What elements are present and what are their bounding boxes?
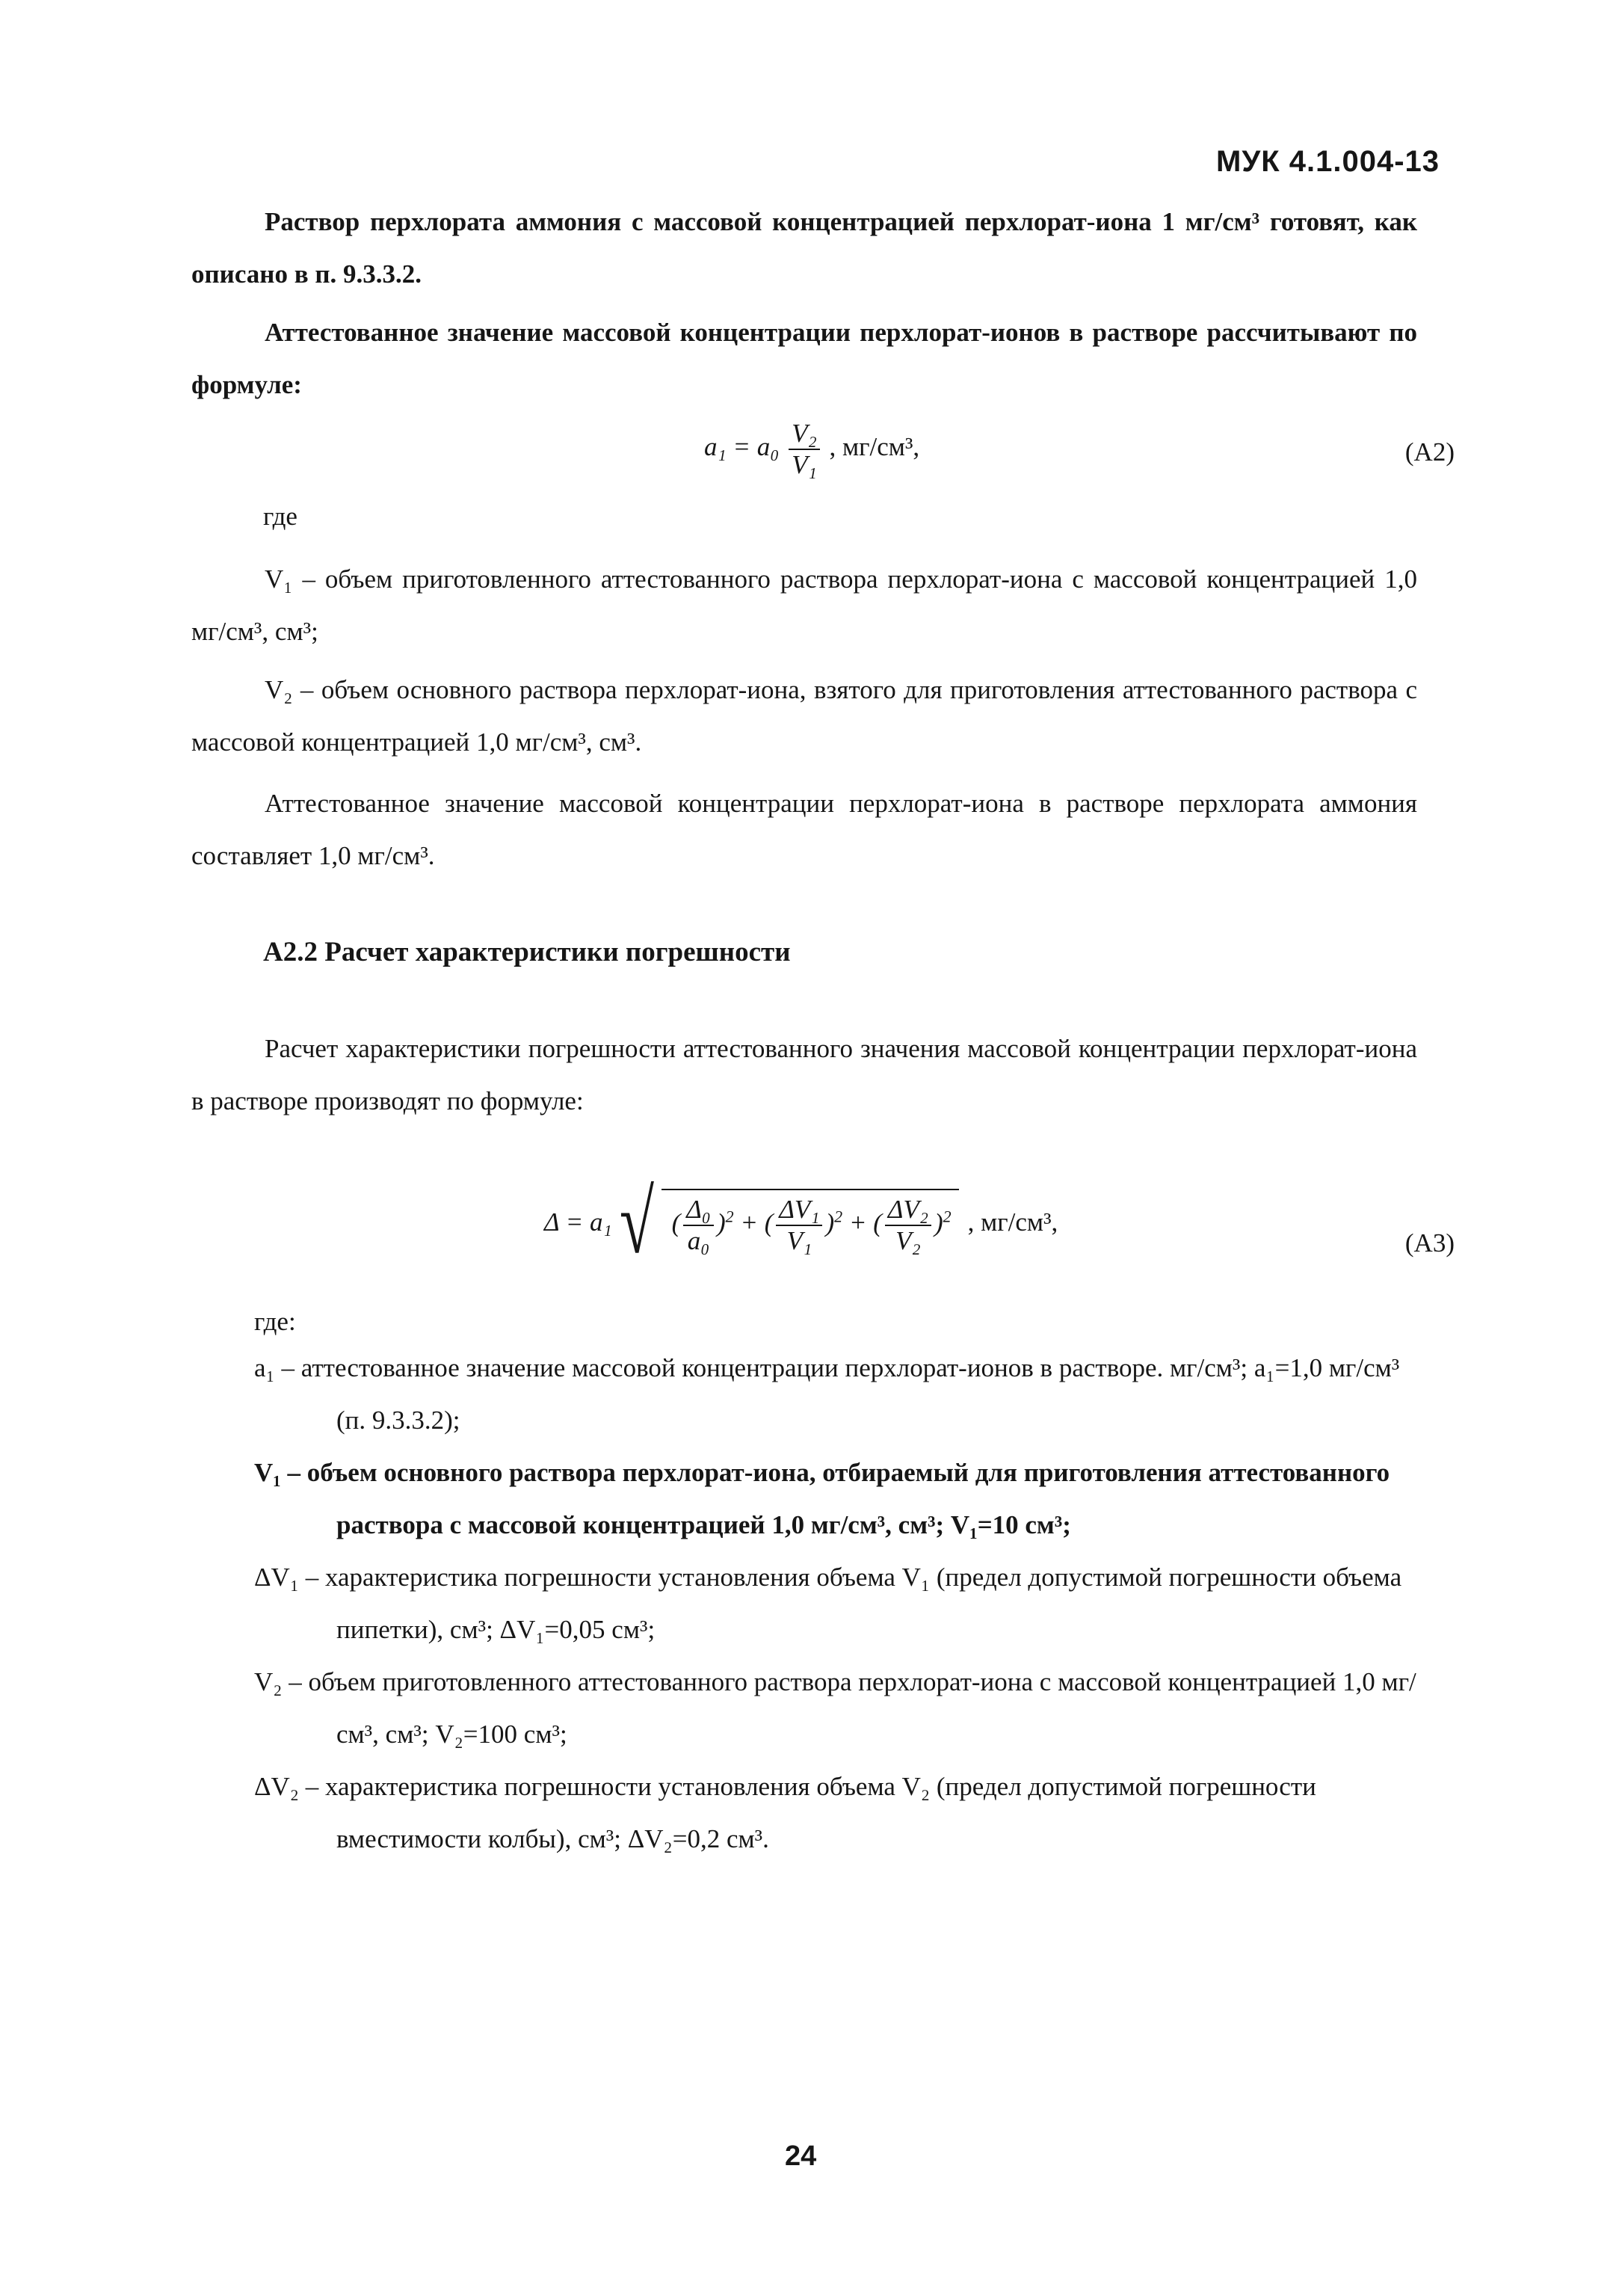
where-label-2: где: (254, 1307, 296, 1336)
intro-paragraph-1: Раствор перхлората аммония с массовой концентрацией перхлорат-иона 1 мг/см³ готовят, как описано в п. 9.3.3.2. (191, 207, 1417, 289)
formula-a2-lhs: a₁ = a₀ (704, 432, 780, 462)
formula-a3-term2 (776, 1195, 822, 1256)
definition-a1: a₁ – аттестованное значение массовой концентрации перхлорат-ионов в растворе. мг/см³; a₁=1,0 мг/см³ (п. 9.3.3.2); (254, 1353, 1400, 1435)
definitions-list (254, 1342, 1435, 1865)
paragraph-3: Аттестованное значение массовой концентрации перхлорат-иона в растворе перхлората аммония составляет 1,0 мг/см³. (191, 789, 1417, 870)
definition-dv2: ΔV₂ – характеристика погрешности установления объема V₂ (предел допустимой погрешности вместимости колбы), см³; ΔV₂=0,2 см³. (254, 1772, 1316, 1853)
formula-a3 (544, 1172, 1058, 1272)
formula-a3-term1-num: Δ₀ (683, 1195, 714, 1226)
sqrt-icon: √ (619, 1172, 654, 1272)
formula-a3-term1-den: a₀ (687, 1226, 710, 1255)
definition-v2-first: V₂ – объем основного раствора перхлорат-иона, взятого для приготовления аттестованного раствора с массовой концентрацией 1,0 мг/см³, см³. (191, 675, 1417, 757)
formula-a3-term3-num: ΔV₂ (885, 1195, 931, 1226)
formula-a2 (704, 419, 919, 480)
formula-a3-term3-den: V₂ (895, 1226, 921, 1255)
document-code: МУК 4.1.004-13 (1216, 145, 1440, 178)
formula-a2-denominator: V₁ (792, 450, 817, 479)
formula-a2-numerator: V₂ (789, 419, 820, 450)
definition-dv1: ΔV₁ – характеристика погрешности установления объема V₁ (предел допустимой погрешности объема пипетки), см³; ΔV₁=0,05 см³; (254, 1563, 1402, 1644)
formula-a2-fraction (789, 419, 820, 480)
definition-v2: V₂ – объем приготовленного аттестованного раствора перхлорат-иона с массовой концентрацией 1,0 мг/см³, см³; V₂=100 см³; (254, 1667, 1416, 1749)
formula-a2-unit: , мг/см³, (829, 432, 920, 462)
formula-a3-term2-num: ΔV₁ (776, 1195, 822, 1226)
where-label-1: где (263, 502, 297, 531)
formula-a3-lhs: Δ = a₁ (544, 1207, 612, 1237)
formula-a3-term1 (683, 1195, 714, 1256)
section-heading: А2.2 Расчет характеристики погрешности (263, 937, 791, 967)
formula-a3-unit: , мг/см³, (967, 1207, 1058, 1237)
equation-number-a3: (А3) (1404, 1228, 1455, 1258)
paragraph-4: Расчет характеристики погрешности аттестованного значения массовой концентрации перхлорат-иона в растворе производят по формуле: (191, 1034, 1417, 1115)
definition-v1: V₁ – объем основного раствора перхлорат-иона, отбираемый для приготовления аттестованного раствора с массовой концентрацией 1,0 мг/см³, см³; V₁=10 см³; (254, 1458, 1390, 1539)
page-number: 24 (785, 2140, 817, 2172)
formula-a3-radicand: ( $\frac{\text{Δ₀}}{\text{a₀}}$ )$^2$ + ( $\frac{\text{ΔV₁}}{\text{V₁}}$ )$^2$ + ( $\frac{\text{ΔV₂}}{\text{V₂}}$ )$^2$ (661, 1189, 959, 1256)
equation-number-a2: (А2) (1404, 437, 1455, 467)
formula-a3-term2-den: V₁ (786, 1226, 812, 1255)
definition-v1-first: V₁ – объем приготовленного аттестованного раствора перхлорат-иона с массовой концентрацией 1,0 мг/см³, см³; (191, 564, 1417, 646)
formula-a3-term3 (885, 1195, 931, 1256)
intro-paragraph-2: Аттестованное значение массовой концентрации перхлорат-ионов в растворе рассчитывают по формуле: (191, 318, 1417, 399)
